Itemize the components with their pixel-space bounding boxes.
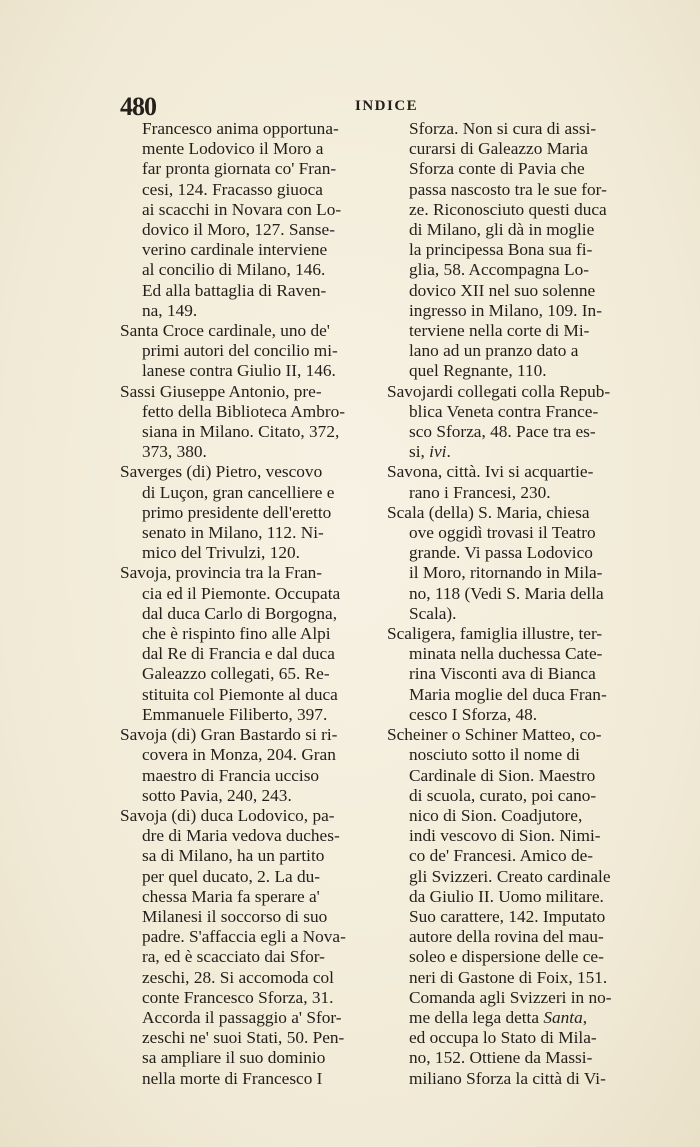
index-line: di scuola, curato, poi cano- bbox=[409, 785, 597, 805]
index-line: primi autori del concilio mi- bbox=[142, 341, 338, 361]
index-line: terviene nella corte di Mi- bbox=[409, 321, 590, 341]
index-line: di Milano, gli dà in moglie bbox=[409, 220, 595, 240]
index-line: Scala (della) S. Maria, chiesa bbox=[387, 502, 590, 522]
index-line: mico del Trivulzi, 120. bbox=[142, 543, 300, 563]
index-line: che è rispinto fino alle Alpi bbox=[142, 624, 331, 644]
index-line: sco Sforza, 48. Pace tra es- bbox=[409, 422, 596, 442]
index-entry bbox=[120, 382, 376, 463]
index-line: ove oggidì trovasi il Teatro bbox=[409, 523, 596, 543]
index-line: blica Veneta contra France- bbox=[409, 401, 599, 421]
index-line: Milanesi il soccorso di suo bbox=[142, 906, 328, 926]
index-line: sotto Pavia, 240, 243. bbox=[142, 785, 292, 805]
index-line: dovico XII nel suo solenne bbox=[409, 280, 596, 300]
index-line: zeschi ne' suoi Stati, 50. Pen- bbox=[142, 1028, 345, 1048]
index-line: indi vescovo di Sion. Nimi- bbox=[409, 826, 601, 846]
index-line: nella morte di Francesco I bbox=[142, 1068, 323, 1088]
index-line: ra, ed è scacciato dai Sfor- bbox=[142, 947, 325, 967]
index-line: lanese contra Giulio II, 146. bbox=[142, 361, 336, 381]
index-line: nico di Sion. Coadjutore, bbox=[409, 805, 583, 825]
index-line: cesco I Sforza, 48. bbox=[409, 704, 538, 724]
page-header bbox=[120, 92, 605, 122]
index-line: Cardinale di Sion. Maestro bbox=[409, 765, 596, 785]
index-line: rano i Francesi, 230. bbox=[409, 482, 551, 502]
index-line: conte Francesco Sforza, 31. bbox=[142, 987, 334, 1007]
index-entry bbox=[120, 462, 376, 563]
index-line: Savojardi collegati colla Repub- bbox=[387, 381, 611, 401]
index-line: di Luçon, gran cancelliere e bbox=[142, 482, 335, 502]
index-line: Sforza conte di Pavia che bbox=[409, 159, 585, 179]
index-line: Ed alla battaglia di Raven- bbox=[142, 280, 327, 300]
index-line: grande. Vi passa Lodovico bbox=[409, 543, 593, 563]
index-line: dal duca Carlo di Borgogna, bbox=[142, 603, 338, 623]
index-column-left bbox=[120, 119, 376, 1089]
index-line: glia, 58. Accompagna Lo- bbox=[409, 260, 589, 280]
index-line: 373, 380. bbox=[142, 442, 207, 462]
index-line: Saverges (di) Pietro, vescovo bbox=[120, 462, 323, 482]
index-line: la principessa Bona sua fi- bbox=[409, 240, 593, 260]
index-line: primo presidente dell'eretto bbox=[142, 502, 332, 522]
index-line: quel Regnante, 110. bbox=[409, 361, 547, 381]
index-line: chessa Maria fa sperare a' bbox=[142, 886, 320, 906]
index-line: da Giulio II. Uomo militare. bbox=[409, 886, 604, 906]
index-entry bbox=[387, 462, 643, 502]
index-line: ze. Riconosciuto questi duca bbox=[409, 199, 607, 219]
index-line: stituita col Piemonte al duca bbox=[142, 684, 338, 704]
index-line: nosciuto sotto il nome di bbox=[409, 745, 580, 765]
index-line: al concilio di Milano, 146. bbox=[142, 260, 326, 280]
index-line: Accorda il passaggio a' Sfor- bbox=[142, 1007, 342, 1027]
index-line: autore della rovina del mau- bbox=[409, 927, 604, 947]
index-line: dre di Maria vedova duches- bbox=[142, 826, 340, 846]
index-line: mente Lodovico il Moro a bbox=[142, 139, 324, 159]
index-entry-continuation bbox=[120, 119, 376, 321]
index-line: neri di Gastone di Foix, 151. bbox=[409, 967, 608, 987]
index-column-right bbox=[387, 119, 643, 1089]
index-line: per quel ducato, 2. La du- bbox=[142, 866, 321, 886]
index-line: ai scacchi in Novara con Lo- bbox=[142, 199, 342, 219]
index-entry bbox=[120, 563, 376, 725]
running-title: INDICE bbox=[355, 98, 419, 114]
index-line: covera in Monza, 204. Gran bbox=[142, 745, 336, 765]
index-line: Scaligera, famiglia illustre, ter- bbox=[387, 624, 603, 644]
index-line: minata nella duchessa Cate- bbox=[409, 644, 603, 664]
index-line: Santa Croce cardinale, uno de' bbox=[120, 321, 330, 341]
index-line: padre. S'affaccia egli a Nova- bbox=[142, 927, 346, 947]
index-line: far pronta giornata co' Fran- bbox=[142, 159, 337, 179]
index-line: maestro di Francia ucciso bbox=[142, 765, 320, 785]
index-line: siana in Milano. Citato, 372, bbox=[142, 422, 340, 442]
index-line: ed occupa lo Stato di Mila- bbox=[409, 1028, 597, 1048]
index-line: si, ivi. bbox=[409, 442, 451, 462]
index-line: sa di Milano, ha un partito bbox=[142, 846, 325, 866]
index-entry bbox=[387, 725, 643, 1089]
index-line: soleo e dispersione delle ce- bbox=[409, 947, 604, 967]
index-line: dovico il Moro, 127. Sanse- bbox=[142, 220, 335, 240]
index-line: Savoja (di) duca Lodovico, pa- bbox=[120, 805, 335, 825]
index-entry bbox=[387, 382, 643, 463]
index-line: il Moro, ritornando in Mila- bbox=[409, 563, 603, 583]
index-line: Suo carattere, 142. Imputato bbox=[409, 906, 606, 926]
index-line: Savoja, provincia tra la Fran- bbox=[120, 563, 323, 583]
index-entry bbox=[120, 806, 376, 1089]
index-line: Comanda agli Svizzeri in no- bbox=[409, 987, 612, 1007]
index-line: Savoja (di) Gran Bastardo si ri- bbox=[120, 725, 338, 745]
index-line: Sforza. Non si cura di assi- bbox=[409, 119, 597, 138]
index-entry bbox=[120, 725, 376, 806]
index-line: no, 118 (Vedi S. Maria della bbox=[409, 583, 604, 603]
index-line: na, 149. bbox=[142, 300, 198, 320]
index-entry bbox=[387, 503, 643, 624]
index-line: sa ampliare il suo dominio bbox=[142, 1048, 326, 1068]
index-line: me della lega detta Santa, bbox=[409, 1007, 588, 1027]
index-line: cia ed il Piemonte. Occupata bbox=[142, 583, 341, 603]
index-line: no, 152. Ottiene da Massi- bbox=[409, 1048, 593, 1068]
index-line: zeschi, 28. Si accomoda col bbox=[142, 967, 334, 987]
index-line: Francesco anima opportuna- bbox=[142, 119, 339, 138]
index-line: co de' Francesi. Amico de- bbox=[409, 846, 594, 866]
index-line: Emmanuele Filiberto, 397. bbox=[142, 704, 328, 724]
index-entry-continuation bbox=[387, 119, 643, 382]
index-line: gli Svizzeri. Creato cardinale bbox=[409, 866, 611, 886]
index-line: cesi, 124. Fracasso giuoca bbox=[142, 179, 323, 199]
index-entry bbox=[387, 624, 643, 725]
index-line: Maria moglie del duca Fran- bbox=[409, 684, 607, 704]
index-line: miliano Sforza la città di Vi- bbox=[409, 1068, 606, 1088]
index-line: Sassi Giuseppe Antonio, pre- bbox=[120, 381, 322, 401]
index-line: Scheiner o Schiner Matteo, co- bbox=[387, 725, 602, 745]
index-line: dal Re di Francia e dal duca bbox=[142, 644, 335, 664]
index-line: rina Visconti ava di Bianca bbox=[409, 664, 596, 684]
page-number: 480 bbox=[120, 92, 156, 121]
index-line: Scala). bbox=[409, 603, 457, 623]
index-line: lano ad un pranzo dato a bbox=[409, 341, 579, 361]
index-line: passa nascosto tra le sue for- bbox=[409, 179, 607, 199]
index-entry bbox=[120, 321, 376, 382]
index-line: senato in Milano, 112. Ni- bbox=[142, 523, 324, 543]
index-line: ingresso in Milano, 109. In- bbox=[409, 300, 602, 320]
index-line: curarsi di Galeazzo Maria bbox=[409, 139, 588, 159]
index-line: verino cardinale interviene bbox=[142, 240, 328, 260]
index-line: Galeazzo collegati, 65. Re- bbox=[142, 664, 330, 684]
index-line: fetto della Biblioteca Ambro- bbox=[142, 401, 345, 421]
index-line: Savona, città. Ivi si acquartie- bbox=[387, 462, 594, 482]
